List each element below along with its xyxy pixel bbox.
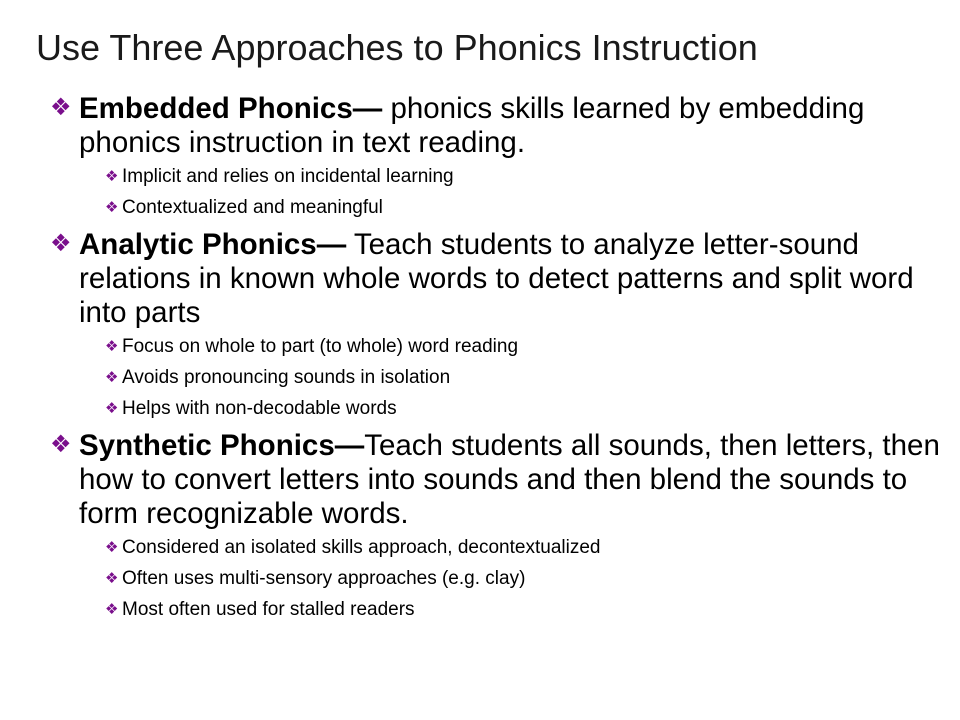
sub-bullet-text: Most often used for stalled readers: [122, 599, 415, 620]
sub-bullet-text: Considered an isolated skills approach, decontextualized: [122, 537, 601, 558]
bullet-group-embedded-phonics: [52, 92, 942, 219]
bullet-lead: Analytic Phonics—: [79, 228, 347, 261]
sub-bullet-text: Contextualized and meaningful: [122, 197, 383, 218]
diamond-bullet-icon: ❖: [105, 601, 119, 618]
diamond-bullet-icon: ❖: [105, 168, 119, 185]
diamond-bullet-icon: ❖: [50, 230, 72, 257]
diamond-bullet-icon: ❖: [105, 400, 119, 417]
diamond-bullet-icon: ❖: [105, 338, 119, 355]
sub-bullet-text: Avoids pronouncing sounds in isolation: [122, 367, 451, 388]
diamond-bullet-icon: ❖: [105, 199, 119, 216]
bullet-text: phonics skills learned by embedding phonics instruction in text reading.: [79, 92, 865, 159]
bullet-group-synthetic-phonics: [52, 429, 942, 621]
bullet-embedded-phonics: [52, 92, 942, 160]
bullet-synthetic-phonics: [52, 429, 942, 531]
sub-bullet-text: Helps with non-decodable words: [122, 398, 397, 419]
sub-bullet: [52, 537, 942, 559]
diamond-bullet-icon: ❖: [50, 431, 72, 458]
sub-bullet: [52, 599, 942, 621]
bullet-text: Teach students to analyze letter-sound relations in known whole words to detect patterns and split word into parts: [79, 228, 914, 329]
slide-title: Use Three Approaches to Phonics Instruction: [36, 27, 758, 68]
bullet-lead: Synthetic Phonics—: [79, 429, 365, 462]
bullet-text: Teach students all sounds, then letters, then how to convert letters into sounds and then blend the sounds to form recognizable words.: [79, 429, 940, 530]
diamond-bullet-icon: ❖: [50, 94, 72, 121]
sub-bullet: [52, 367, 942, 389]
sub-bullet-text: Implicit and relies on incidental learning: [122, 166, 454, 187]
diamond-bullet-icon: ❖: [105, 570, 119, 587]
bullet-group-analytic-phonics: [52, 228, 942, 420]
sub-bullet: [52, 398, 942, 420]
sub-bullet: [52, 197, 942, 219]
slide-body: [52, 92, 942, 630]
sub-bullet-text: Often uses multi-sensory approaches (e.g. clay): [122, 568, 526, 589]
bullet-lead: Embedded Phonics—: [79, 92, 383, 125]
sub-bullet: [52, 336, 942, 358]
bullet-analytic-phonics: [52, 228, 942, 330]
diamond-bullet-icon: ❖: [105, 539, 119, 556]
sub-bullet-text: Focus on whole to part (to whole) word reading: [122, 336, 519, 357]
sub-bullet: [52, 166, 942, 188]
diamond-bullet-icon: ❖: [105, 369, 119, 386]
sub-bullet: [52, 568, 942, 590]
